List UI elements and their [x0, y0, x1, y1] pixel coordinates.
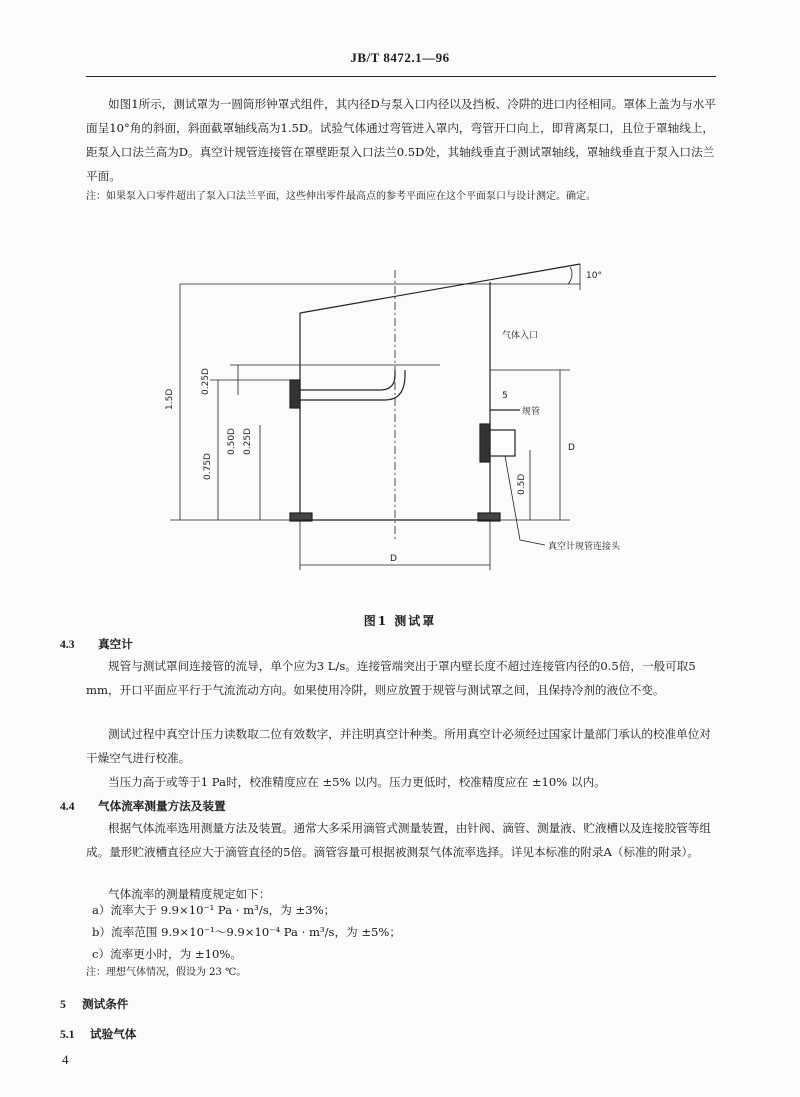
- gas-inlet-label: 气体入口: [502, 331, 539, 341]
- section-4-4-para-2: 气体流率的测量精度规定如下：: [108, 887, 271, 901]
- section-number: 5.1: [60, 1028, 75, 1041]
- dim-small: 5: [502, 391, 508, 401]
- section-5-1-heading: [60, 1026, 136, 1042]
- dim-mid-b: 0.25D: [243, 428, 253, 455]
- section-4-4-heading: [60, 798, 226, 814]
- dim-right-total: D: [568, 443, 575, 453]
- section-4-3-para-1: 规管与测试罩间连接管的流导，单个应为3 L/s。连接管端突出于罩内壁长度不超过连接管内径的0.5倍，一般可取5 mm，开口平面应平行于气流流动方向。如果使用冷阱，则应放置于规管与测试罩之间，且保持冷剂的液位不变。: [86, 659, 696, 697]
- dim-height-total: 1.5D: [165, 388, 175, 410]
- section-4-3-heading: [60, 636, 133, 652]
- accuracy-item-c: c）流率更小时，为 ±10%。: [92, 947, 243, 961]
- figure-test-cover: [150, 250, 670, 590]
- figure-caption: 图1 测试罩: [363, 614, 437, 628]
- section-4-4-note: 注：理想气体情况，假设为 23 ℃。: [86, 967, 247, 978]
- dim-lower: 0.75D: [203, 453, 213, 480]
- angle-label: 10°: [586, 271, 602, 281]
- slanted-top-line: [300, 264, 580, 313]
- section-4-4-para-1: 根据气体流率选用测量方法及装置。通常大多采用滴管式测量装置，由针阀、滴管、测量液、贮液槽以及连接胶管等组成。量形贮液槽直径应大于滴管直径的5倍。滴管容量可根据被测泵气体流率选择。详见本标准的附录A（标准的附录）。: [86, 821, 711, 859]
- dim-mid-a: 0.50D: [227, 428, 237, 455]
- dim-slant-top: 0.25D: [201, 368, 211, 395]
- page-number: 4: [62, 1052, 69, 1067]
- section-title: 试验气体: [90, 1027, 137, 1041]
- header-rule: [86, 76, 716, 77]
- leader-label: 真空计规管连接头: [548, 542, 621, 552]
- section-4-3-para-2: 测试过程中真空计压力读数取二位有效数字，并注明真空计种类。所用真空计必须经过国家计量部门承认的校准单位对干燥空气进行校准。: [86, 727, 711, 765]
- gauge-label: 规管: [522, 407, 541, 417]
- section-number: 5: [60, 998, 66, 1011]
- accuracy-item-b: b）流率范围 9.9×10⁻¹～9.9×10⁻⁴ Pa · m³/s，为 ±5%；: [92, 925, 402, 939]
- intro-note: 注：如果泵入口零件超出了泵入口法兰平面，这些伸出零件最高点的参考平面应在这个平面泵口与设计测定。确定。: [86, 191, 596, 202]
- dim-bottom: D: [390, 554, 397, 564]
- section-title: 真空计: [98, 637, 133, 651]
- section-title: 测试条件: [82, 997, 129, 1011]
- document-code: JB/T 8472.1—96: [350, 50, 450, 65]
- section-title: 气体流率测量方法及装置: [98, 799, 226, 813]
- accuracy-item-a: a）流率大于 9.9×10⁻¹ Pa · m³/s，为 ±3%；: [92, 903, 336, 917]
- section-5-heading: [60, 996, 128, 1012]
- section-number: 4.3: [60, 638, 75, 651]
- section-number: 4.4: [60, 800, 75, 813]
- dim-half: 0.5D: [517, 473, 527, 495]
- section-4-3-para-3: 当压力高于或等于1 Pa时，校准精度应在 ±5% 以内。压力更低时，校准精度应在 ±10% 以内。: [108, 775, 606, 789]
- intro-paragraph: 如图1所示，测试罩为一圆筒形钟罩式组件，其内径D与泵入口内径以及挡板、冷阱的进口内径相同。罩体上盖为与水平面呈10°角的斜面，斜面截罩轴线高为1.5D。试验气体通过弯管进入罩内，弯管开口向上，即背离泵口，且位于罩轴线上，距泵入口法兰高为D。真空计规管连接管在罩壁距泵入口法兰0.5D处，其轴线垂直于测试罩轴线，罩轴线垂直于泵入口法兰平面。: [86, 97, 716, 183]
